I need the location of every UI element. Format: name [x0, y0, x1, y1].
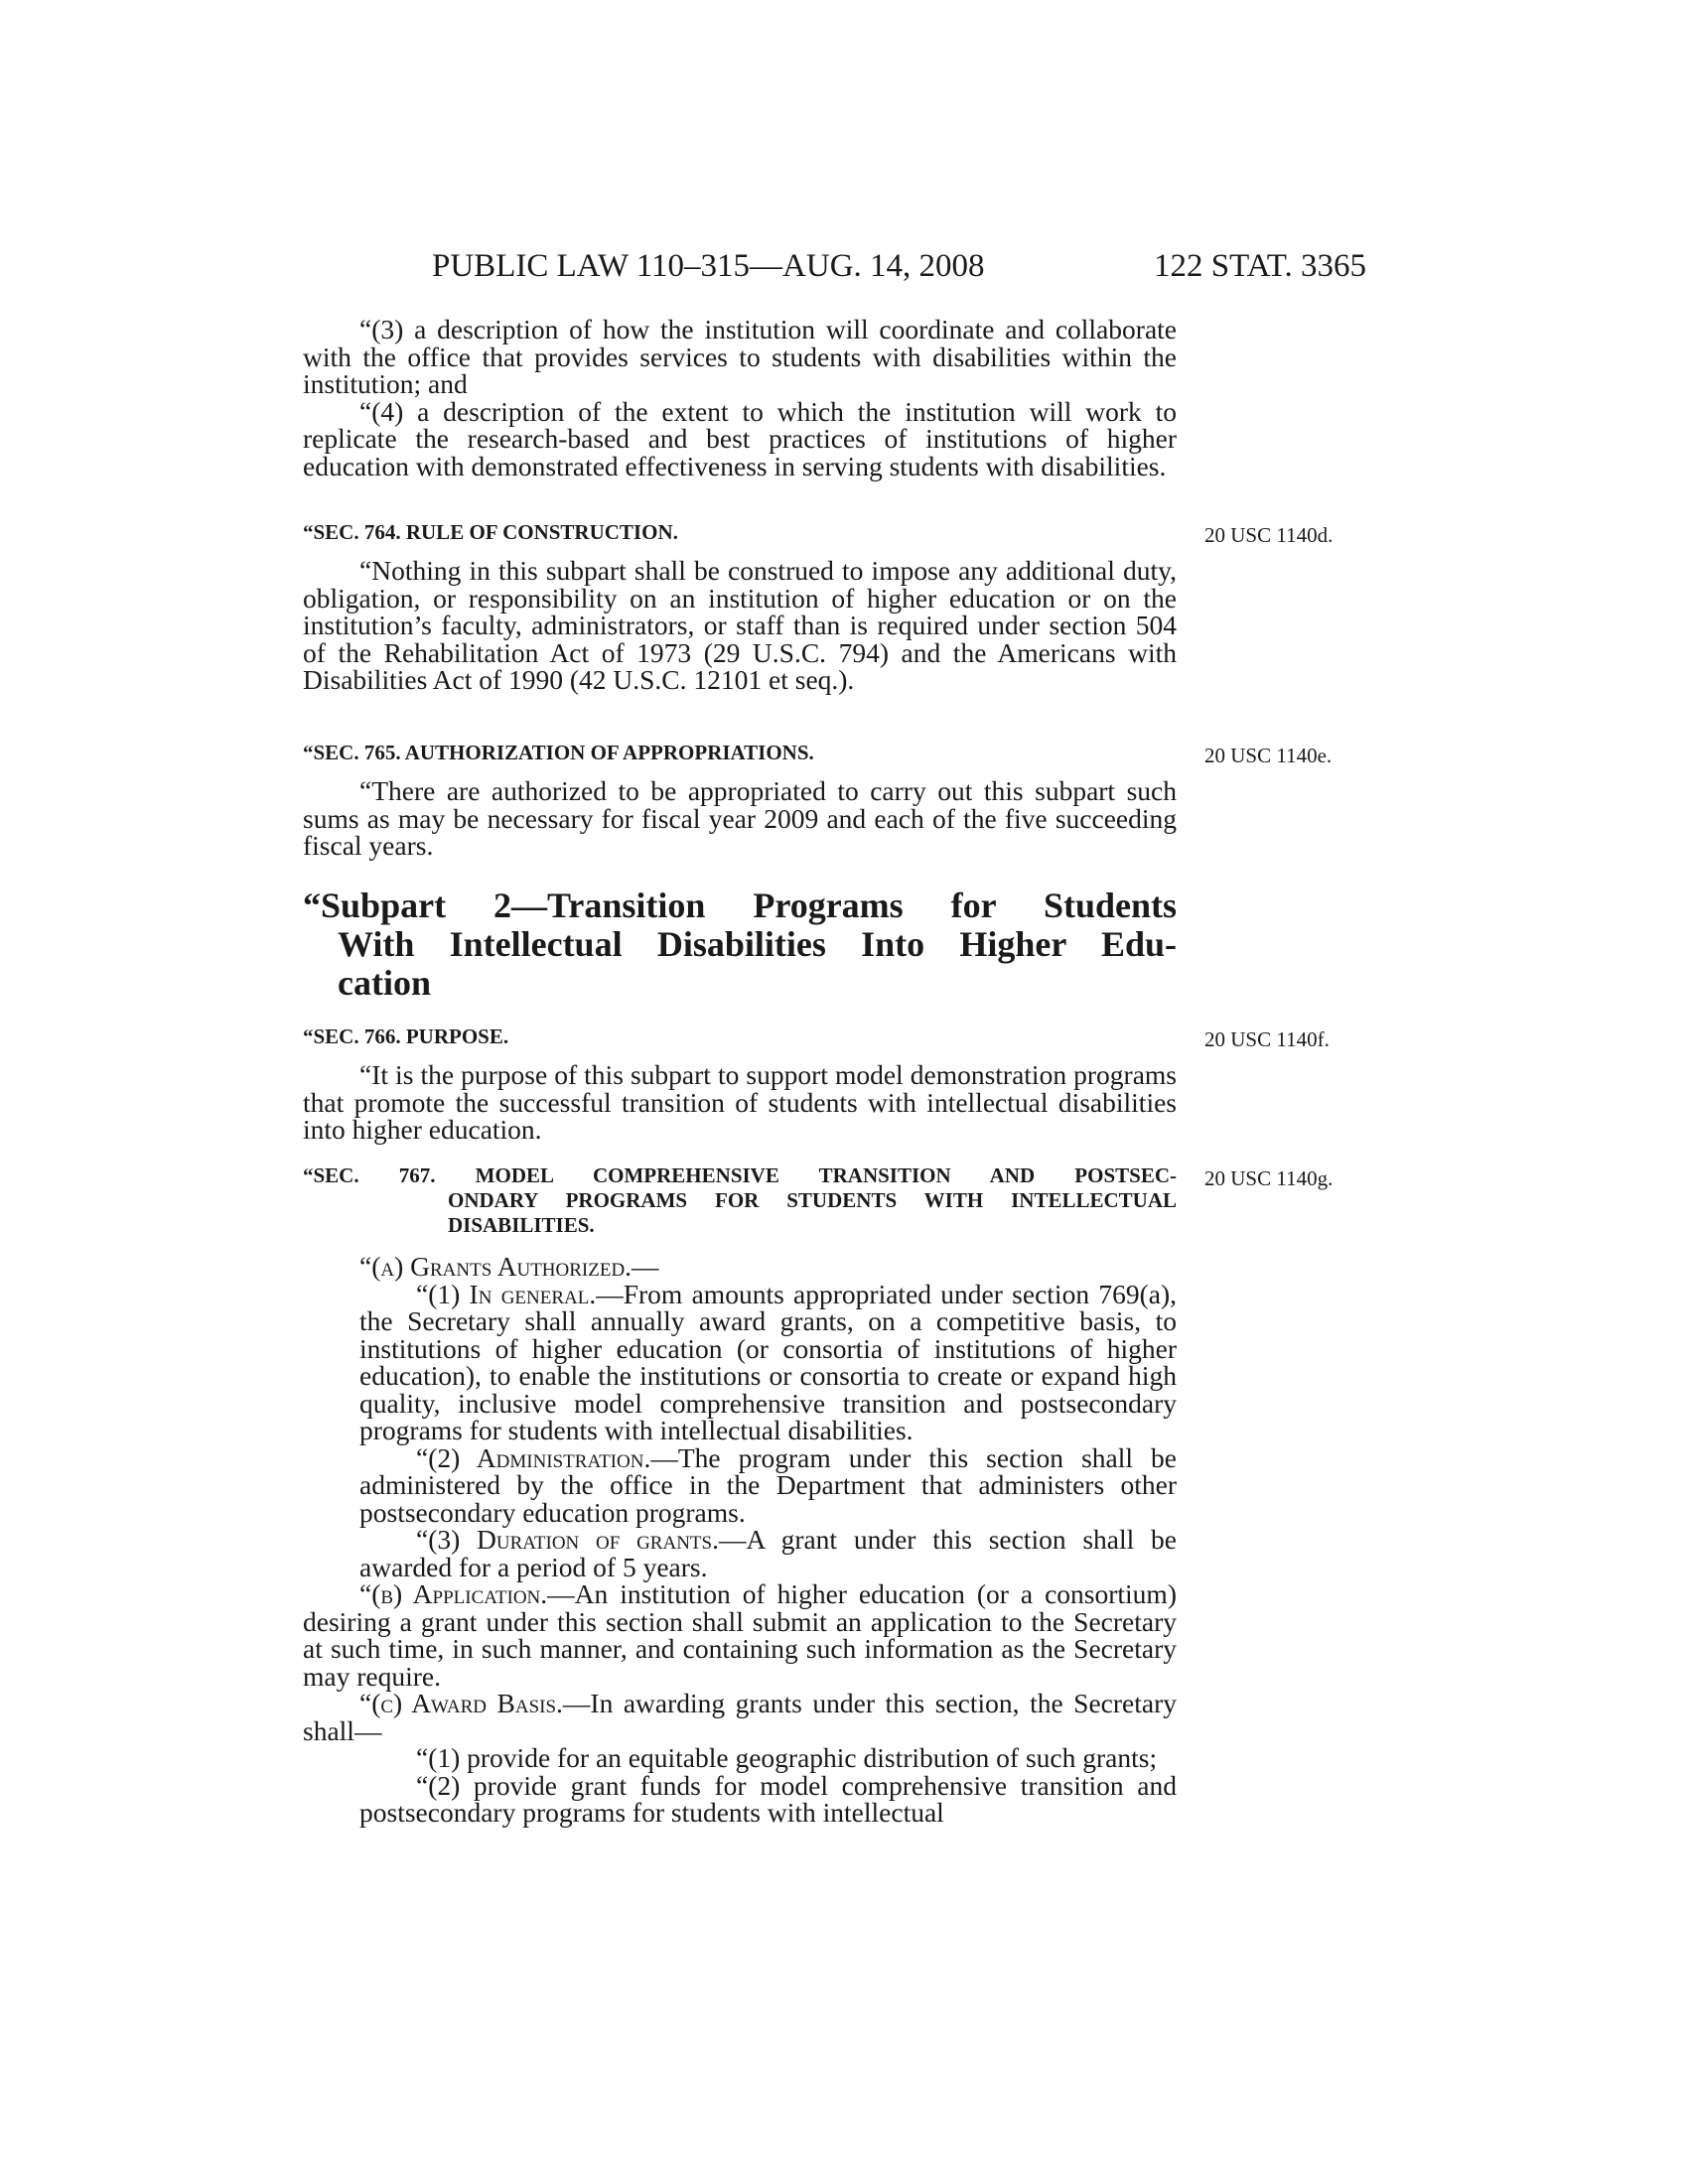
- section-766-heading: “SEC. 766. PURPOSE.: [303, 1024, 509, 1048]
- section-764: [303, 520, 1177, 694]
- paragraph-a1: “(1) In general.—From amounts appropriated under section 769(a), the Secretary shall annually award grants, on a competitive basis, to institutions of higher education (or consortia of institutions of higher education), to enable the institutions or consortia to create or expand high quality, inclusive model comprehensive transition and postsecondary programs for students with intellectual disabilities.: [359, 1278, 1177, 1445]
- continuation-paragraphs: [303, 316, 1177, 479]
- margin-citation-764: 20 USC 1140d.: [1204, 523, 1334, 547]
- paragraph-4: “(4) a description of the extent to which the institution will work to replicate the research-based and best practices of institutions of higher education with demonstrated effectiveness in serving students with disabilities.: [303, 395, 1177, 481]
- section-764-heading: “SEC. 764. RULE OF CONSTRUCTION.: [303, 520, 678, 544]
- paragraph-c1: “(1) provide for an equitable geographic distribution of such grants;: [416, 1742, 1158, 1773]
- section-765: [303, 741, 1177, 860]
- section-766: [303, 1024, 1177, 1144]
- section-767-body: [303, 1253, 1177, 1827]
- section-764-body: “Nothing in this subpart shall be construed to impose any additional duty, obligation, or responsibility on an institution of higher education or on the institution’s faculty, administrators, or staff than is required under section 504 of the Rehabilitation Act of 1973 (29 U.S.C. 794) and the Americans with Disabilities Act of 1990 (42 U.S.C. 12101 et seq.).: [303, 555, 1177, 695]
- margin-citation-767: 20 USC 1140g.: [1204, 1166, 1334, 1190]
- paragraph-a2: “(2) Administration.—The program under this section shall be administered by the office in the Department that administers other postsecondary education programs.: [359, 1441, 1177, 1528]
- section-765-heading: “SEC. 765. AUTHORIZATION OF APPROPRIATIONS.: [303, 741, 814, 764]
- subpart-heading-line-2: With Intellectual Disabilities Into Higher Edu-: [338, 924, 1177, 964]
- subsection-c: “(c) Award Basis.—In awarding grants under this section, the Secretary shall—: [303, 1688, 1177, 1746]
- subpart-heading-line-1: “Subpart 2—Transition Programs for Students: [303, 886, 1177, 925]
- subpart-2-heading: [303, 887, 1177, 1003]
- section-767-heading-line-1: “SEC. 767. MODEL COMPREHENSIVE TRANSITION AND POSTSEC-: [303, 1163, 1177, 1187]
- section-767-heading-rest: ONDARY PROGRAMS FOR STUDENTS WITH INTELLECTUAL DISABILITIES.: [448, 1188, 1177, 1237]
- running-header-left: PUBLIC LAW 110–315—AUG. 14, 2008: [432, 248, 985, 284]
- section-766-body: “It is the purpose of this subpart to support model demonstration programs that promote the successful transition of students with intellectual disabilities into higher education.: [303, 1059, 1177, 1145]
- subsection-b: “(b) Application.—An institution of higher education (or a consortium) desiring a grant under this section shall submit an application to the Secretary at such time, in such manner, and containing such information as the Secretary may require.: [303, 1578, 1177, 1692]
- paragraph-a3: “(3) Duration of grants.—A grant under this section shall be awarded for a period of 5 years.: [359, 1524, 1177, 1582]
- section-767-heading: [303, 1163, 1177, 1238]
- subsection-a-heading: “(a) Grants Authorized.—: [359, 1251, 659, 1282]
- paragraph-c2: “(2) provide grant funds for model comprehensive transition and postsecondary programs for students with intellectual: [359, 1769, 1177, 1828]
- margin-citation-766: 20 USC 1140f.: [1204, 1027, 1330, 1051]
- page-number-stat: 122 STAT. 3365: [1154, 248, 1367, 284]
- subpart-heading-line-3: cation: [338, 963, 431, 1003]
- margin-citation-765: 20 USC 1140e.: [1204, 744, 1333, 767]
- section-765-body: “There are authorized to be appropriated to carry out this subpart such sums as may be necessary for fiscal year 2009 and each of the five succeeding fiscal years.: [303, 775, 1177, 861]
- paragraph-3: “(3) a description of how the institution will coordinate and collaborate with the office that provides services to students with disabilities within the institution; and: [303, 314, 1177, 399]
